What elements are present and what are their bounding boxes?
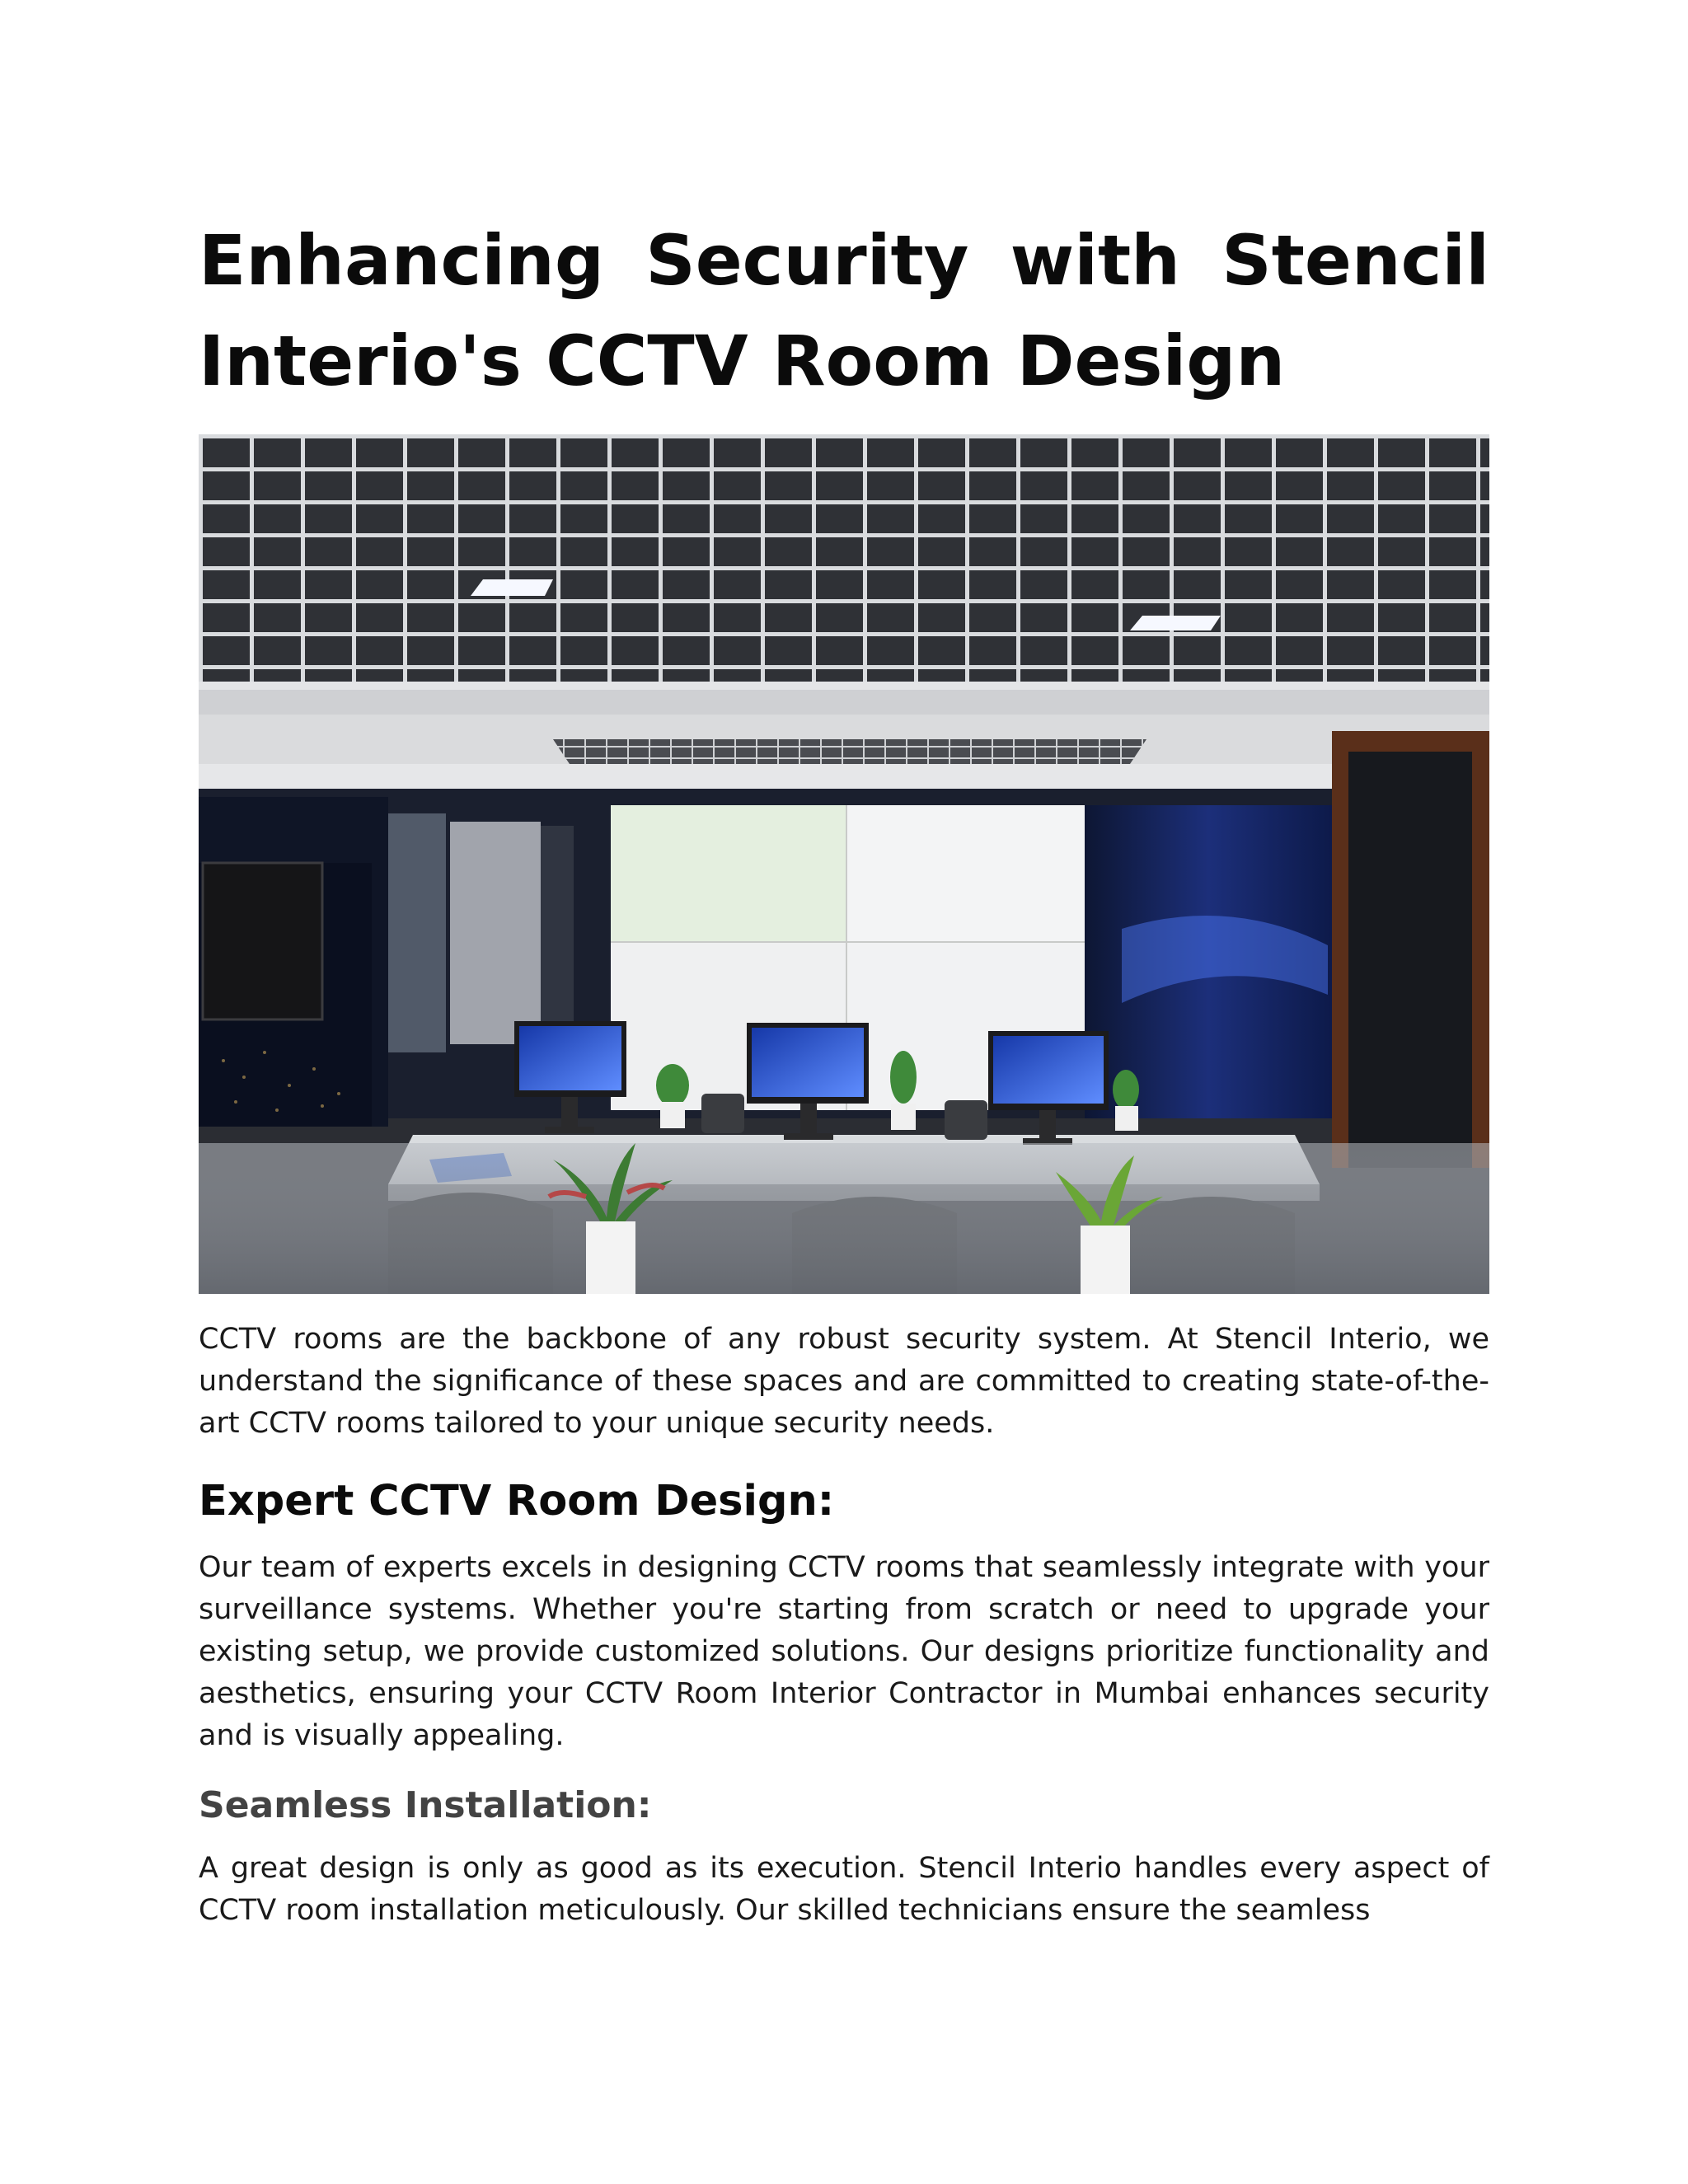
hero-image — [199, 434, 1489, 1294]
intro-paragraph: CCTV rooms are the backbone of any robust security system. At Stencil Interio, we understand the significance of these spaces and are committed to creating state-of-the-art CCTV rooms tailored to your unique security needs. — [199, 1323, 1489, 1440]
cctv-control-room-photo-icon — [199, 434, 1489, 1294]
section-heading-expert-design: Expert CCTV Room Design: — [199, 1477, 835, 1526]
section-body-expert-design: Our team of experts excels in designing CCTV rooms that seamlessly integrate with your surveillance systems. Whether you're starting from scratch or need to upgrade your existing setup, we provide customized solutions. Our designs prioritize functionality and aesthetics, ensuring your CCTV Room Interior Contractor in Mumbai enhances security and is visually appealing. — [199, 1551, 1489, 1752]
document-title: Enhancing Security with Stencil Interio's CCTV Room Design — [199, 220, 1489, 401]
document-page — [199, 210, 1489, 1932]
section-heading-installation: Seamless Installation: — [199, 1784, 652, 1826]
section-body-installation: A great design is only as good as its execution. Stencil Interio handles every aspect of CCTV room installation meticulously. Our skilled technicians ensure the seamless — [199, 1852, 1489, 1927]
